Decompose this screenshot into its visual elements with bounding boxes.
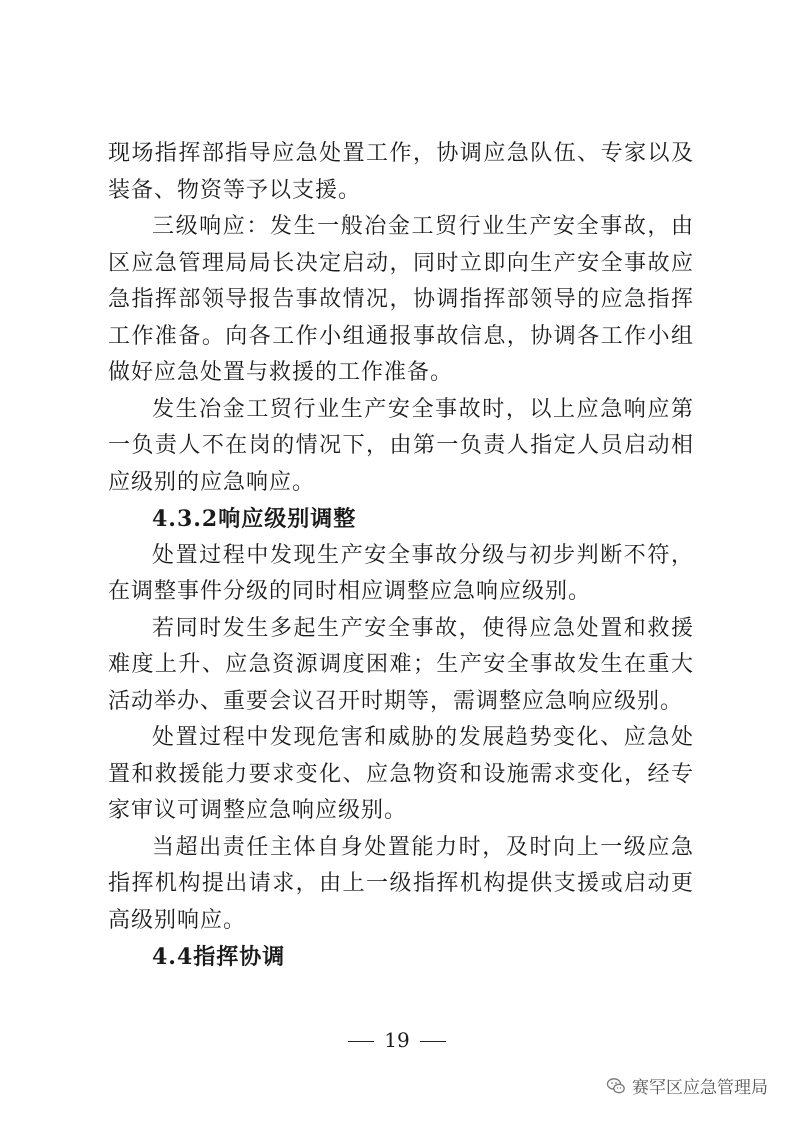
wechat-icon (606, 1076, 626, 1096)
paragraph-grading-mismatch: 处置过程中发现生产安全事故分级与初步判断不符，在调整事件分级的同时相应调整应急响应级别。 (108, 542, 694, 604)
footer-dash-right (420, 1041, 446, 1043)
paragraph-first-responsible-absent: 发生冶金工贸行业生产安全事故时，以上应急响应第一负责人不在岗的情况下，由第一负责人指定人员启动相应级别的应急响应。 (108, 396, 694, 495)
page-number: 19 (384, 1028, 410, 1052)
page-footer (0, 1028, 794, 1052)
watermark (606, 1073, 768, 1098)
paragraph-escalation-request: 当超出责任主体自身处置能力时，及时向上一级应急指挥机构提出请求，由上一级指挥机构提供支援或启动更高级别响应。 (108, 834, 694, 933)
paragraph-multiple-accidents: 若同时发生多起生产安全事故，使得应急处置和救援难度上升、应急资源调度困难；生产安全事故发生在重大活动举办、重要会议召开时期等，需调整应急响应级别。 (108, 615, 694, 714)
paragraph-level-three-response: 三级响应：发生一般冶金工贸行业生产安全事故，由区应急管理局局长决定启动，同时立即向生产安全事故应急指挥部领导报告事故情况，协调指挥部领导的应急指挥工作准备。向各工作小组通报事故信息，协调各工作小组做好应急处置与救援的工作准备。 (108, 214, 694, 385)
watermark-text: 赛罕区应急管理局 (632, 1078, 768, 1098)
paragraph-threat-trend: 处置过程中发现危害和威胁的发展趋势变化、应急处置和救援能力要求变化、应急物资和设施需求变化，经专家审议可调整应急响应级别。 (108, 725, 694, 823)
section-heading-4-4: 4.4指挥协调 (152, 944, 286, 970)
paragraph-continuation: 现场指挥部指导应急处置工作，协调应急队伍、专家以及装备、物资等予以支援。 (108, 141, 694, 203)
document-body (108, 136, 694, 976)
section-heading-4-3-2: 4.3.2响应级别调整 (152, 506, 357, 532)
footer-dash-left (348, 1041, 374, 1043)
